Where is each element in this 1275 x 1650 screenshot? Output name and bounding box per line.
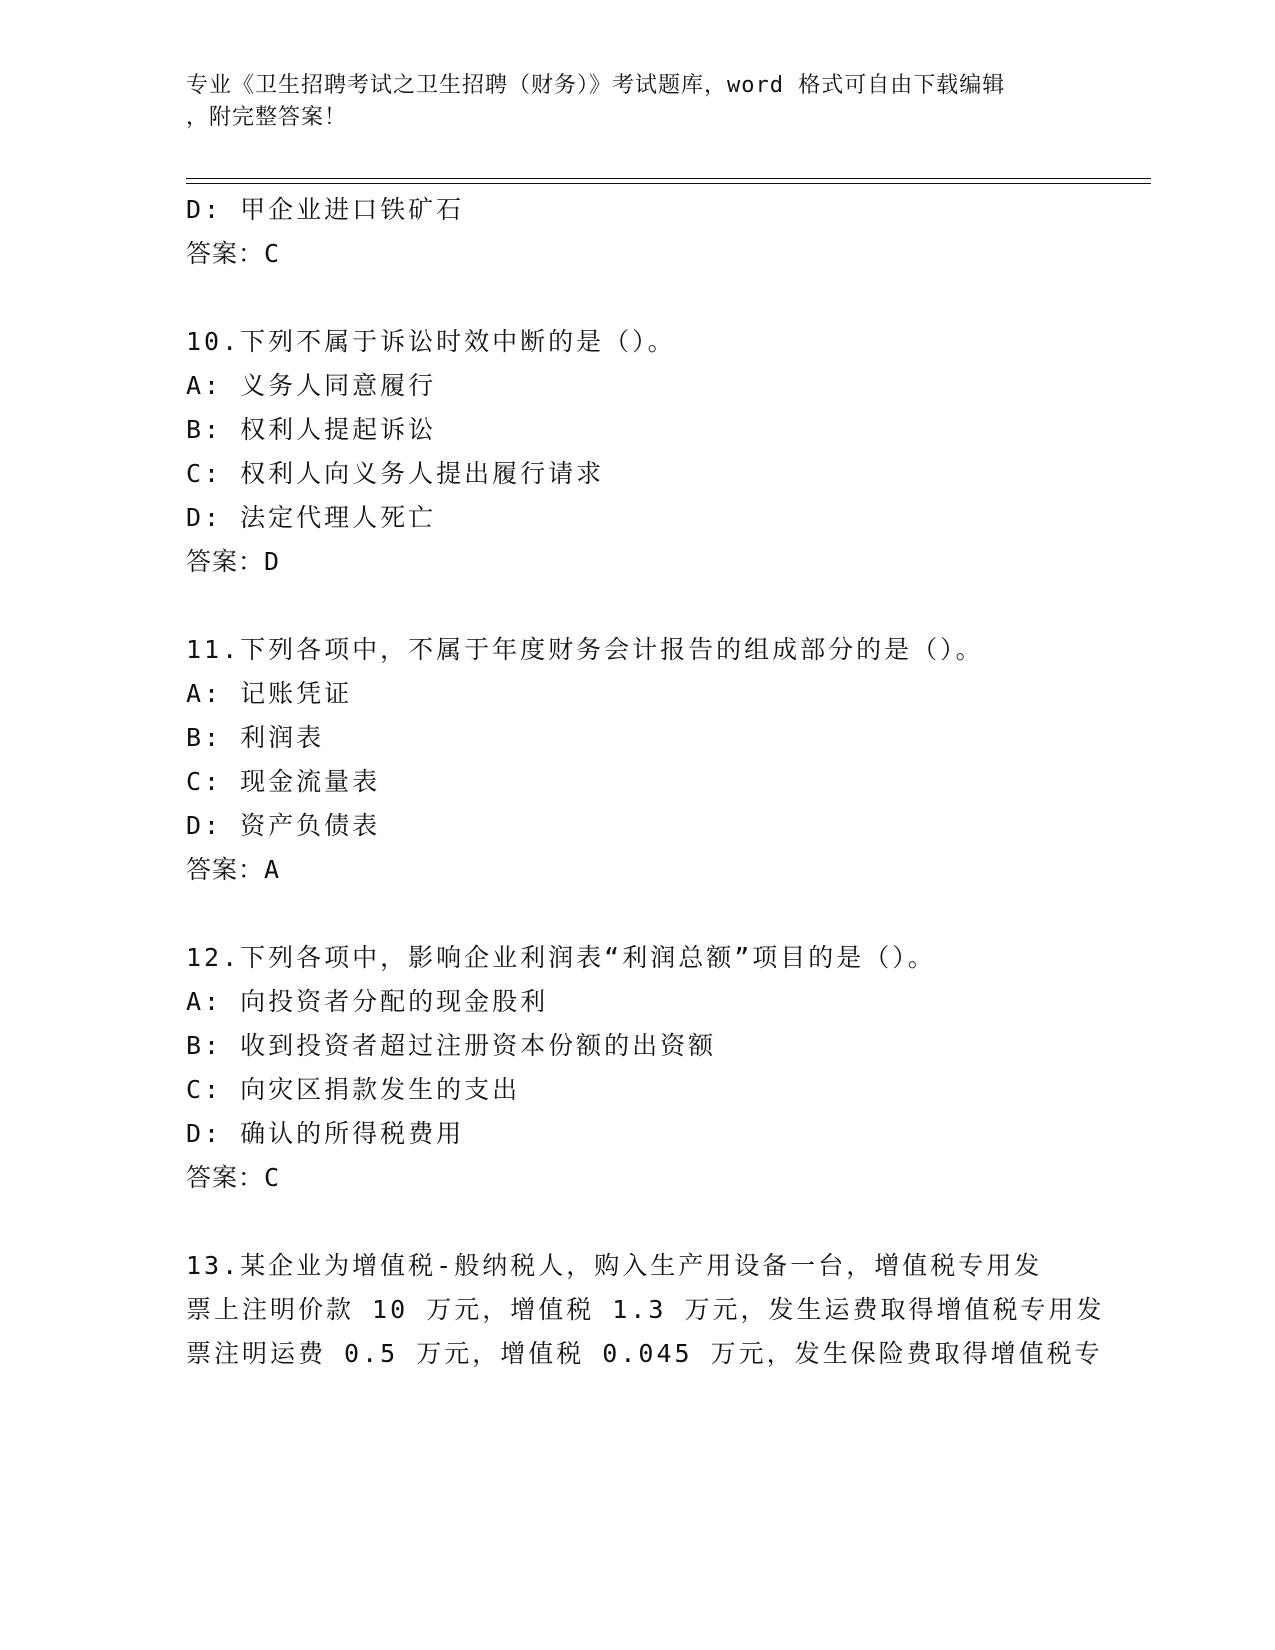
q11-question: 11.下列各项中，不属于年度财务会计报告的组成部分的是（）。 (186, 635, 984, 664)
header-divider-top (186, 178, 1151, 179)
answer-label: 答案： (186, 547, 265, 576)
q11-option-c: C: 现金流量表 (186, 767, 381, 796)
q12-question: 12.下列各项中，影响企业利润表“利润总额”项目的是（）。 (186, 943, 936, 972)
q12-option-d: D: 确认的所得税费用 (186, 1119, 465, 1148)
q10-option-c: C: 权利人向义务人提出履行请求 (186, 459, 605, 488)
prev-option-d: D: 甲企业进口铁矿石 (186, 195, 465, 224)
answer-value: D (264, 547, 281, 576)
answer-label: 答案： (186, 1163, 265, 1192)
header-line-2: ，附完整答案！ (186, 105, 348, 130)
q11-answer (186, 850, 280, 886)
q10-answer (186, 542, 280, 578)
answer-label: 答案： (186, 855, 265, 884)
header-divider-bottom (186, 183, 1151, 184)
q12-answer (186, 1158, 280, 1194)
answer-value: A (264, 855, 281, 884)
answer-value: C (264, 1163, 281, 1192)
q13-line-2: 票上注明价款 10 万元，增值税 1.3 万元，发生运费取得增值税专用发 (186, 1295, 1105, 1324)
q10-option-a: A: 义务人同意履行 (186, 371, 437, 400)
q13-line-3: 票注明运费 0.5 万元，增值税 0.045 万元，发生保险费取得增值税专 (186, 1339, 1103, 1368)
q12-option-a: A: 向投资者分配的现金股利 (186, 987, 549, 1016)
prev-answer (186, 234, 280, 270)
header-line-1: 专业《卫生招聘考试之卫生招聘（财务）》考试题库，word 格式可自由下载编辑 (186, 73, 1006, 98)
q12-option-b: B: 收到投资者超过注册资本份额的出资额 (186, 1031, 717, 1060)
q11-option-a: A: 记账凭证 (186, 679, 353, 708)
q13-line-1: 13.某企业为增值税-般纳税人，购入生产用设备一台，增值税专用发 (186, 1251, 1043, 1280)
q10-option-d: D: 法定代理人死亡 (186, 503, 437, 532)
q12-option-c: C: 向灾区捐款发生的支出 (186, 1075, 521, 1104)
q10-question: 10.下列不属于诉讼时效中断的是（）。 (186, 327, 676, 356)
q11-option-b: B: 利润表 (186, 723, 325, 752)
q11-option-d: D: 资产负债表 (186, 811, 381, 840)
q10-option-b: B: 权利人提起诉讼 (186, 415, 437, 444)
answer-value: C (264, 239, 281, 268)
page-header (186, 70, 1066, 134)
answer-label: 答案： (186, 239, 265, 268)
